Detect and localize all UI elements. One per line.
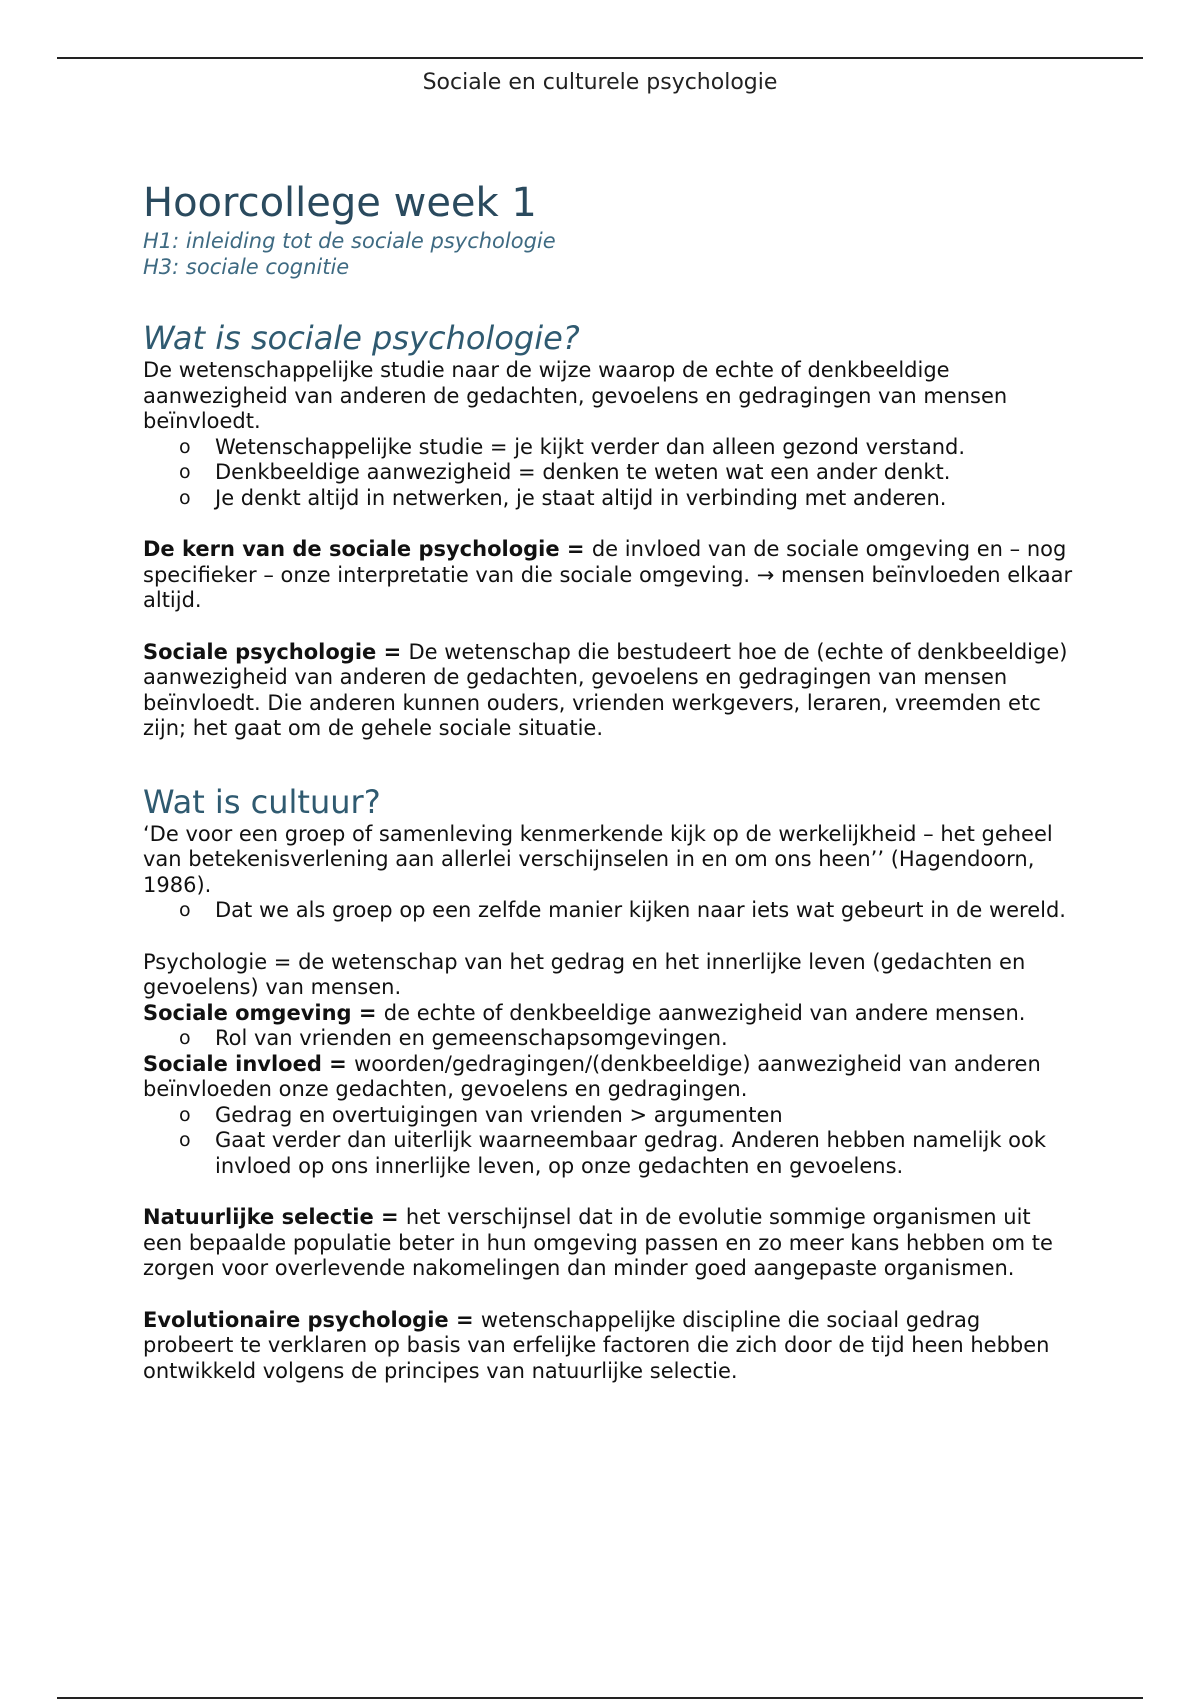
list-item: o Wetenschappelijke studie = je kijkt verder dan alleen gezond verstand. bbox=[215, 435, 1073, 461]
definition-kern: de invloed van de sociale omgeving en – nog specifieker – onze interpretatie van die sociale omgeving. → mensen beïnvloeden elkaar altijd. bbox=[143, 537, 1073, 612]
heading-cultuur: Wat is cultuur? bbox=[143, 782, 381, 821]
bullet-list-definition bbox=[143, 435, 1073, 512]
subtitle-h3: H3: sociale cognitie bbox=[143, 255, 350, 279]
term-sociale-invloed: Sociale invloed bbox=[143, 1051, 322, 1076]
definition-sociale-psychologie: De wetenschap die bestudeert hoe de (echte of denkbeeldige) aanwezigheid van anderen de gedachten, gevoelens en gedragingen van mensen beïnvloedt. Die anderen kunnen ouders, vrienden werkgevers, leraren, vreemden etc zijn; het gaat om de gehele sociale situatie. bbox=[143, 639, 1068, 740]
paragraph-sociale-invloed: Sociale invloed = woorden/gedragingen/(denkbeeldige) aanwezigheid van anderen beïnvloeden onze gedachten, gevoelens en gedragingen. bbox=[143, 1051, 1041, 1101]
heading-sociale-psychologie: Wat is sociale psychologie? bbox=[143, 319, 580, 357]
paragraph-sociale-psychologie: Sociale psychologie = De wetenschap die bestudeert hoe de (echte of denkbeeldige) aanwezigheid van anderen de gedachten, gevoelens en gedragingen van mensen beïnvloedt. Die anderen kunnen ouders, vrienden werkgevers, leraren, vreemden etc zijn; het gaat om de gehele sociale situatie. bbox=[143, 639, 1068, 740]
paragraph-sociale-omgeving: Sociale omgeving = de echte of denkbeeldige aanwezigheid van andere mensen. bbox=[143, 1000, 1026, 1025]
running-header: Sociale en culturele psychologie bbox=[422, 70, 778, 95]
term-sociale-omgeving: Sociale omgeving bbox=[143, 1000, 352, 1025]
list-item: o Gedrag en overtuigingen van vrienden > argumenten bbox=[215, 1103, 1073, 1129]
term-sociale-psychologie: Sociale psychologie bbox=[143, 639, 377, 664]
definition-natuurlijke-selectie: het verschijnsel dat in de evolutie sommige organismen uit een bepaalde populatie beter in hun omgeving passen en zo meer kans hebben om te zorgen voor overlevende nakomelingen dan minder goed aangepaste organismen. bbox=[143, 1205, 1053, 1280]
list-item: o Dat we als groep op een zelfde manier kijken naar iets wat gebeurt in de wereld. bbox=[215, 898, 1073, 924]
definition-sociale-invloed: woorden/gedragingen/(denkbeeldige) aanwezigheid van anderen beïnvloeden onze gedachten, gevoelens en gedragingen. bbox=[143, 1051, 1041, 1101]
list-item: o Gaat verder dan uiterlijk waarneembaar gedrag. Anderen hebben namelijk ook invloed op ons innerlijke leven, op onze gedachten en gevoelens. bbox=[215, 1128, 1073, 1179]
term-evolutionaire-psychologie: Evolutionaire psychologie bbox=[143, 1307, 449, 1332]
term-kern: De kern van de sociale psychologie bbox=[143, 537, 560, 561]
paragraph-natuurlijke-selectie: Natuurlijke selectie = het verschijnsel dat in de evolutie sommige organismen uit een bepaalde populatie beter in hun omgeving passen en zo meer kans hebben om te zorgen voor overlevende nakomelingen dan minder goed aangepaste organismen. bbox=[143, 1205, 1053, 1280]
paragraph-definition: De wetenschappelijke studie naar de wijze waarop de echte of denkbeeldige aanwezigheid van anderen de gedachten, gevoelens en gedragingen van mensen beïnvloedt. bbox=[143, 358, 1008, 433]
paragraph-psychologie: Psychologie = de wetenschap van het gedrag en het innerlijke leven (gedachten en gevoelens) van mensen. bbox=[143, 949, 1026, 999]
term-natuurlijke-selectie: Natuurlijke selectie bbox=[143, 1205, 374, 1229]
paragraph-evolutionaire-psychologie: Evolutionaire psychologie = wetenschappelijke discipline die sociaal gedrag probeert te verklaren op basis van erfelijke factoren die zich door de tijd heen hebben ontwikkeld volgens de principes van natuurlijke selectie. bbox=[143, 1307, 1050, 1383]
list-item: o Je denkt altijd in netwerken, je staat altijd in verbinding met anderen. bbox=[215, 486, 1073, 512]
bullet-list-sociale-omgeving bbox=[143, 1026, 1073, 1052]
footer-rule bbox=[57, 1697, 1143, 1699]
subtitle-h1: H1: inleiding tot de sociale psychologie bbox=[143, 229, 556, 253]
paragraph-kern: De kern van de sociale psychologie = de invloed van de sociale omgeving en – nog specifieker – onze interpretatie van die sociale omgeving. → mensen beïnvloeden elkaar altijd. bbox=[143, 537, 1073, 612]
page-content bbox=[143, 178, 1073, 1384]
paragraph-cultuur-quote: ‘De voor een groep of samenleving kenmerkende kijk op de werkelijkheid – het geheel van betekenisverlening aan allerlei verschijnselen in en om ons heen’’ (Hagendoorn, 1986). bbox=[143, 821, 1053, 897]
header-rule bbox=[57, 57, 1143, 59]
page-title: Hoorcollege week 1 bbox=[143, 180, 537, 226]
definition-sociale-omgeving: de echte of denkbeeldige aanwezigheid van andere mensen. bbox=[383, 1000, 1026, 1025]
list-item: o Rol van vrienden en gemeenschapsomgevingen. bbox=[215, 1026, 1073, 1052]
bullet-list-cultuur bbox=[143, 898, 1073, 924]
list-item: o Denkbeeldige aanwezigheid = denken te weten wat een ander denkt. bbox=[215, 460, 1073, 486]
definition-evolutionaire-psychologie: wetenschappelijke discipline die sociaal gedrag probeert te verklaren op basis van erfelijke factoren die zich door de tijd heen hebben ontwikkeld volgens de principes van natuurlijke selectie. bbox=[143, 1307, 1050, 1383]
bullet-list-sociale-invloed bbox=[143, 1103, 1073, 1180]
